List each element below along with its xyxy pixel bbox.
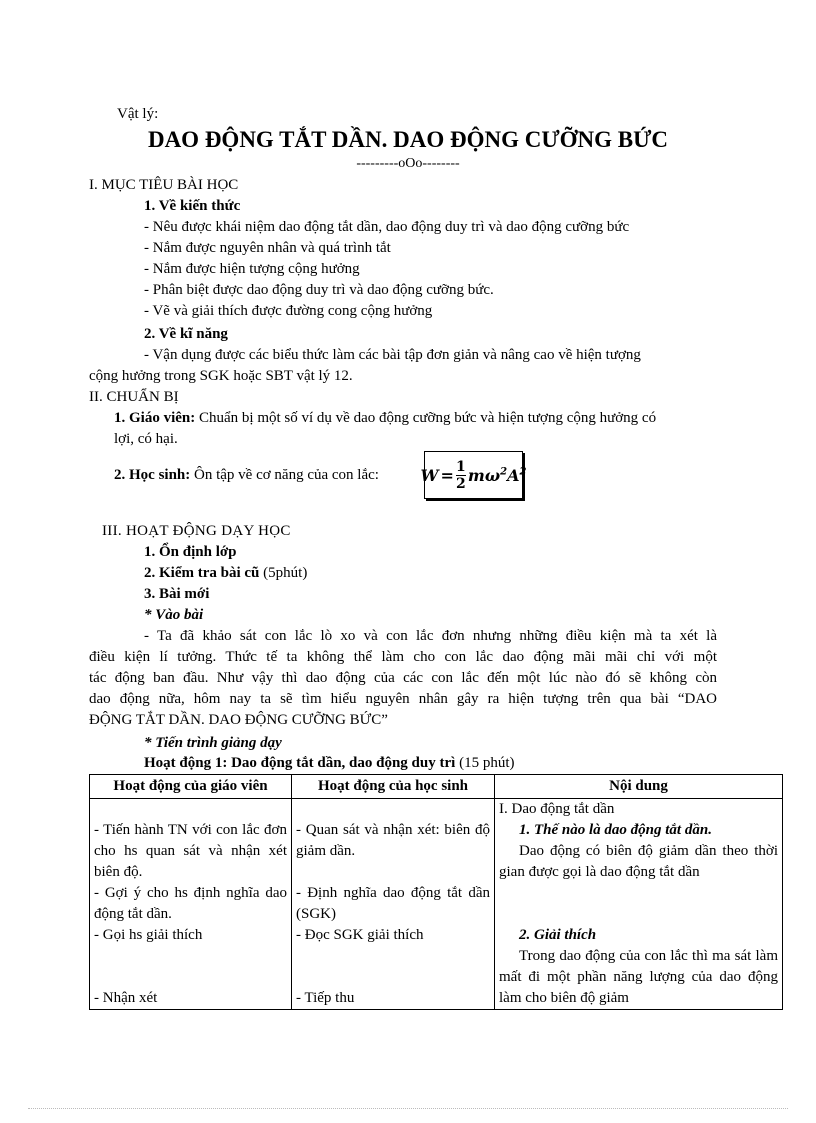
skills-heading: 2. Về kĩ năng xyxy=(144,326,228,342)
intro-line: điều kiện lí tưởng. Thức tế ta không thể làm cho con lắc dao động mãi mãi chỉ với một xyxy=(89,649,717,665)
header-content: Nội dung xyxy=(495,775,783,799)
activity-1-heading xyxy=(144,753,515,773)
formula-eq: = xyxy=(440,465,454,485)
teacher-prep-text: Chuẩn bị một số ví dụ về dao động cưỡng bức và hiện tượng cộng hưởng có xyxy=(195,410,657,426)
section-1-heading: I. MỤC TIÊU BÀI HỌC xyxy=(89,177,239,193)
formula-fraction xyxy=(456,459,466,492)
activity-1-time: (15 phút) xyxy=(455,755,515,771)
formula-m-omega: mω xyxy=(467,465,501,485)
content-q1-text: Dao động có biên độ giảm dần theo thời gian được gọi là dao động tắt dần xyxy=(499,843,778,880)
teacher-step: - Nhận xét xyxy=(94,990,158,1006)
student-prep-label: 2. Học sinh: xyxy=(114,467,191,483)
student-step: - Quan sát và nhận xét: biên độ giảm dần. xyxy=(296,822,490,859)
step-2-label: 2. Kiểm tra bài cũ xyxy=(144,565,260,581)
section-2-heading: II. CHUẨN BỊ xyxy=(89,389,179,405)
teacher-cell xyxy=(90,799,292,1010)
energy-formula xyxy=(420,451,527,499)
teacher-prep xyxy=(114,408,656,428)
step-2-text: (5phút) xyxy=(259,565,308,581)
lesson-title: DAO ĐỘNG TẮT DẦN. DAO ĐỘNG CƯỠNG BỨC xyxy=(147,127,669,152)
formula-exp2: 2 xyxy=(519,466,527,478)
knowledge-item: - Vẽ và giải thích được đường cong cộng hưởng xyxy=(144,303,433,319)
formula-num: 1 xyxy=(456,458,466,475)
subject-label: Vật lý: xyxy=(117,106,159,122)
content-q1: 1. Thế nào là dao động tắt dần. xyxy=(519,822,712,838)
table-header-row xyxy=(90,775,783,799)
process-heading: * Tiến trình giảng dạy xyxy=(144,735,282,751)
formula-den: 2 xyxy=(456,475,466,492)
intro-line: dao động nữa, hôm nay ta sẽ tìm hiểu nguyên nhân gây ra hiện tượng trên qua bài “DAO xyxy=(89,691,717,707)
knowledge-item: - Nắm được hiện tượng cộng hưởng xyxy=(144,261,360,277)
student-step: - Tiếp thu xyxy=(296,990,355,1006)
skills-line: cộng hưởng trong SGK hoặc SBT vật lý 12. xyxy=(89,368,353,384)
content-section-title: I. Dao động tắt dần xyxy=(499,801,615,817)
title-separator: ---------oOo-------- xyxy=(356,156,460,171)
student-prep xyxy=(114,465,379,485)
knowledge-heading: 1. Về kiến thức xyxy=(144,198,241,214)
student-step: - Định nghĩa dao động tắt dần (SGK) xyxy=(296,885,490,922)
step-2 xyxy=(144,563,307,583)
teacher-step: - Tiến hành TN với con lắc đơn cho hs quan sát và nhận xét biên độ. xyxy=(94,822,287,880)
step-1: 1. Ổn định lớp xyxy=(144,544,237,560)
header-teacher: Hoạt động của giáo viên xyxy=(90,775,292,799)
intro-line: - Ta đã khảo sát con lắc lò xo và con lắc đơn nhưng những điều kiện mà ta xét là xyxy=(144,628,717,644)
activity-table xyxy=(89,774,783,1010)
intro-heading: * Vào bài xyxy=(144,607,204,623)
step-3: 3. Bài mới xyxy=(144,586,210,602)
intro-line: tác động ban đầu. Như vậy thì dao động của các con lắc đến một lúc nào đó sẽ không còn xyxy=(89,670,717,686)
knowledge-item: - Nắm được nguyên nhân và quá trình tắt xyxy=(144,240,391,256)
content-q2-text: Trong dao động của con lắc thì ma sát làm mất đi một phần năng lượng của dao động làm cho biên độ giảm xyxy=(499,948,778,1006)
knowledge-item: - Nêu được khái niệm dao động tắt dần, dao động duy trì và dao động cưỡng bức xyxy=(144,219,630,235)
skills-line: - Vận dụng được các biểu thức làm các bài tập đơn giản và nâng cao về hiện tượng xyxy=(144,347,641,363)
student-prep-text: Ôn tập về cơ năng của con lắc: xyxy=(190,467,379,483)
formula-lhs: W xyxy=(420,465,439,485)
page-bottom-border xyxy=(28,1108,788,1109)
student-cell xyxy=(292,799,495,1010)
content-q2: 2. Giải thích xyxy=(519,927,597,943)
teacher-step: - Gợi ý cho hs định nghĩa dao động tắt dần. xyxy=(94,885,287,922)
teacher-step: - Gọi hs giải thích xyxy=(94,927,203,943)
formula-amp: A xyxy=(507,465,520,485)
section-3-heading: III. HOẠT ĐỘNG DẠY HỌC xyxy=(102,523,291,539)
table-row xyxy=(90,799,783,1010)
header-student: Hoạt động của học sinh xyxy=(292,775,495,799)
content-cell xyxy=(495,799,783,1010)
knowledge-item: - Phân biệt được dao động duy trì và dao động cưỡng bức. xyxy=(144,282,494,298)
formula-exp1: 2 xyxy=(500,466,508,478)
teacher-prep-label: 1. Giáo viên: xyxy=(114,410,196,426)
intro-line: ĐỘNG TẮT DẦN. DAO ĐỘNG CƯỠNG BỨC” xyxy=(89,712,388,728)
formula-term xyxy=(468,466,527,485)
student-step: - Đọc SGK giải thích xyxy=(296,927,424,943)
teacher-prep-cont: lợi, có hại. xyxy=(114,431,178,447)
activity-1-label: Hoạt động 1: Dao động tắt dần, dao động duy trì xyxy=(144,755,456,771)
